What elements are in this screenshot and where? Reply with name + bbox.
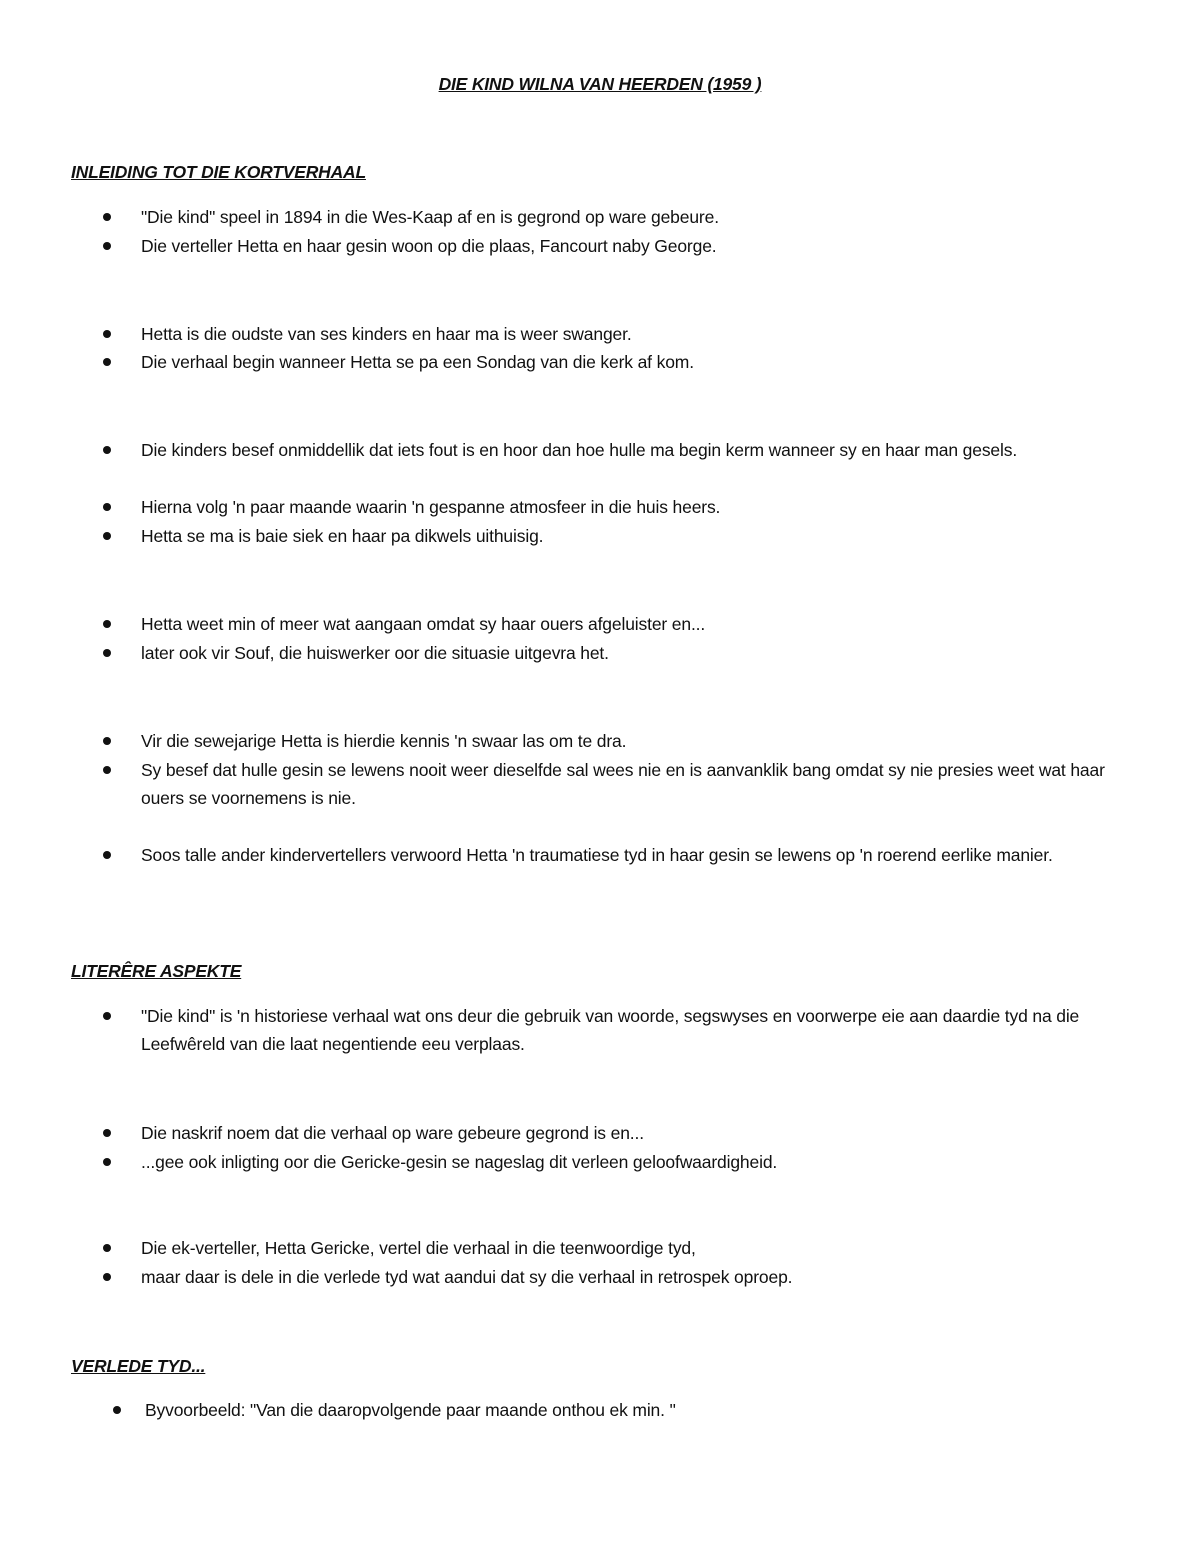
list-item: "Die kind" is 'n historiese verhaal wat ons deur die gebruik van woorde, segswyses en voorwerpe eie aan daardie tyd na die Leefwêreld van die laat negentiende eeu verplaas. (141, 1006, 1080, 1054)
list-item: maar daar is dele in die verlede tyd wat aandui dat sy die verhaal in retrospek oproep. (141, 1267, 793, 1287)
list-item: Soos talle ander kindervertellers verwoord Hetta 'n traumatiese tyd in haar gesin se lewens op 'n roerend eerlike manier. (141, 845, 1053, 865)
bullet-icon (103, 1158, 111, 1166)
list-item: Sy besef dat hulle gesin se lewens nooit weer dieselfde sal wees nie en is aanvanklik bang omdat sy nie presies weet wat haar ouers se voornemens is nie. (141, 760, 1105, 808)
list-item: Die verteller Hetta en haar gesin woon op die plaas, Fancourt naby George. (141, 236, 717, 256)
bullet-icon (103, 1129, 111, 1137)
section-heading-inleiding: INLEIDING TOT DIE KORTVERHAAL (71, 162, 366, 182)
bullet-icon (103, 1012, 111, 1020)
list-item: Byvoorbeeld: "Van die daaropvolgende paar maande onthou ek min. " (145, 1400, 676, 1420)
bullet-icon (103, 242, 111, 250)
list-item: later ook vir Souf, die huiswerker oor die situasie uitgevra het. (141, 643, 609, 663)
bullet-icon (103, 503, 111, 511)
list-item: Die verhaal begin wanneer Hetta se pa een Sondag van die kerk af kom. (141, 352, 694, 372)
bullet-icon (103, 358, 111, 366)
bullet-icon (103, 766, 111, 774)
bullet-icon (103, 620, 111, 628)
list-item: "Die kind" speel in 1894 in die Wes-Kaap af en is gegrond op ware gebeure. (141, 207, 719, 227)
list-item: Hetta weet min of meer wat aangaan omdat sy haar ouers afgeluister en... (141, 614, 706, 634)
document-title: DIE KIND WILNA VAN HEERDEN (1959 ) (438, 74, 762, 94)
bullet-icon (103, 851, 111, 859)
bullet-icon (103, 446, 111, 454)
list-item: Vir die sewejarige Hetta is hierdie kennis 'n swaar las om te dra. (141, 731, 627, 751)
list-item: Die kinders besef onmiddellik dat iets fout is en hoor dan hoe hulle ma begin kerm wanneer sy en haar man gesels. (141, 440, 1018, 460)
bullet-icon (103, 737, 111, 745)
bullet-icon (103, 213, 111, 221)
bullet-icon (103, 330, 111, 338)
list-item: Hierna volg 'n paar maande waarin 'n gespanne atmosfeer in die huis heers. (141, 497, 721, 517)
bullet-icon (103, 532, 111, 540)
list-item: ...gee ook inligting oor die Gericke-gesin se nageslag dit verleen geloofwaardigheid. (141, 1152, 778, 1172)
list-item: Die naskrif noem dat die verhaal op ware gebeure gegrond is en... (141, 1123, 644, 1143)
list-item: Hetta se ma is baie siek en haar pa dikwels uithuisig. (141, 526, 544, 546)
section-heading-verlede-tyd: VERLEDE TYD... (71, 1356, 206, 1376)
list-item: Die ek-verteller, Hetta Gericke, vertel die verhaal in die teenwoordige tyd, (141, 1238, 696, 1258)
section-heading-literere-aspekte: LITERÊRE ASPEKTE (71, 961, 242, 981)
bullet-icon (103, 1244, 111, 1252)
bullet-icon (113, 1406, 121, 1414)
list-item: Hetta is die oudste van ses kinders en haar ma is weer swanger. (141, 324, 632, 344)
bullet-icon (103, 649, 111, 657)
bullet-icon (103, 1273, 111, 1281)
